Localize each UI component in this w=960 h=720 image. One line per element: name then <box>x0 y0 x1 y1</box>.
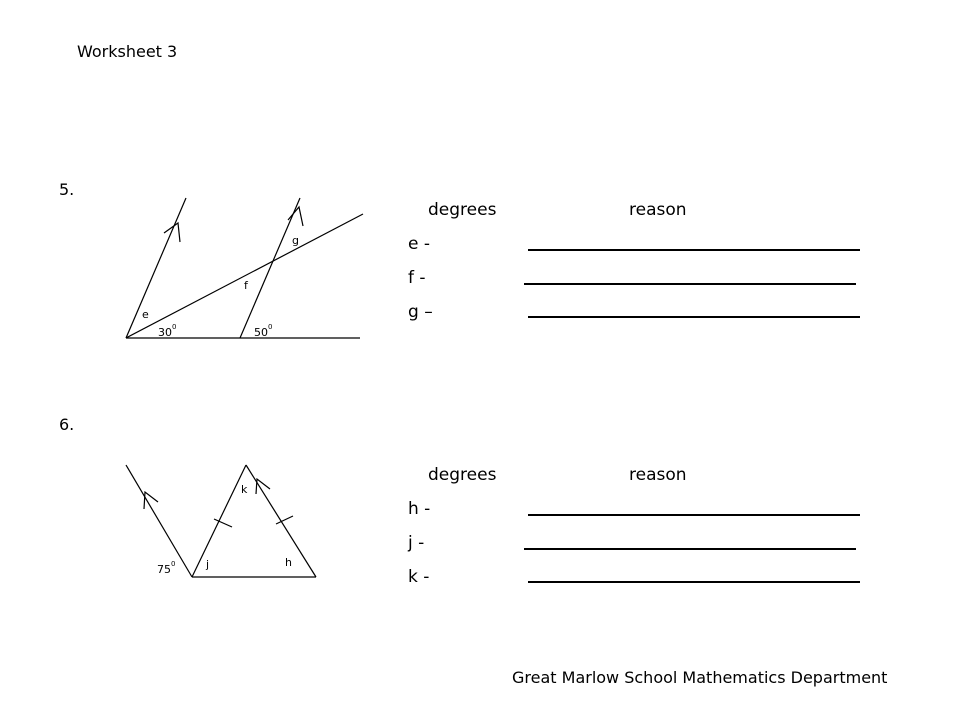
footer-department: Great Marlow School Mathematics Department <box>512 668 888 687</box>
q5-degree-mark-2: 0 <box>268 323 273 331</box>
q6-row-h-answer-line[interactable] <box>528 514 860 516</box>
q5-row-e-label: e - <box>408 234 430 254</box>
question-6-number: 6. <box>59 415 75 434</box>
q6-parallel-line-1 <box>126 465 192 577</box>
q5-degrees-header: degrees <box>428 200 497 220</box>
worksheet-title: Worksheet 3 <box>77 42 178 61</box>
q6-row-j-label: j - <box>408 533 425 553</box>
q6-angle-75: 75 <box>157 563 171 576</box>
q6-row-k-label: k - <box>408 567 430 587</box>
q6-row-h-label: h - <box>408 499 431 519</box>
q5-angle-50: 50 <box>254 326 268 339</box>
q5-reason-header: reason <box>629 200 687 220</box>
q6-row-k-answer-line[interactable] <box>528 581 860 583</box>
q5-arrow-mark-1 <box>164 223 180 242</box>
q6-degree-mark: 0 <box>171 560 176 568</box>
q5-row-f-label: f - <box>408 268 426 288</box>
q5-row-g-answer-line[interactable] <box>528 316 860 318</box>
q5-parallel-line-2 <box>240 198 300 338</box>
q6-degrees-header: degrees <box>428 465 497 485</box>
q5-degree-mark-1: 0 <box>172 323 177 331</box>
q5-parallel-line-1 <box>126 198 186 338</box>
q5-row-e-answer-line[interactable] <box>528 249 860 251</box>
q6-label-j: j <box>206 558 210 571</box>
q5-label-g: g <box>292 234 299 247</box>
q5-angle-30: 30 <box>158 326 172 339</box>
q6-reason-header: reason <box>629 465 687 485</box>
q6-row-j-answer-line[interactable] <box>524 548 856 550</box>
question-5-number: 5. <box>59 180 75 199</box>
q5-transversal <box>126 214 363 338</box>
q6-label-h: h <box>285 556 292 569</box>
q5-row-g-label: g – <box>408 302 433 322</box>
q5-label-f: f <box>244 279 248 292</box>
q6-label-k: k <box>241 483 248 496</box>
q5-row-f-answer-line[interactable] <box>524 283 856 285</box>
q5-label-e: e <box>142 308 149 321</box>
